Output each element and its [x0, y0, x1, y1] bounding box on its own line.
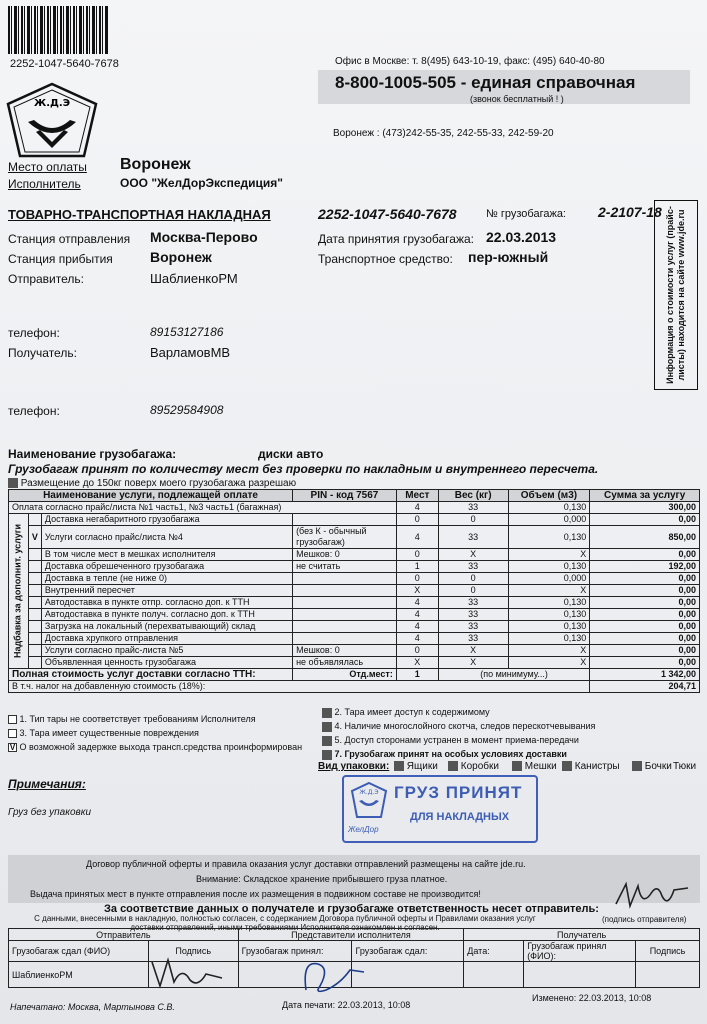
header-volume: Объем (м3) — [508, 490, 590, 502]
row-service-name: Доставка негабаритного грузобагажа — [41, 514, 292, 526]
transport-label: Транспортное средство: — [318, 252, 453, 266]
table-vat-row — [9, 681, 700, 693]
row-note — [293, 573, 397, 585]
hotline-number: 8-800-1005-505 - единая справочная — [335, 73, 636, 92]
executor-value: ООО "ЖелДорЭкспедиция" — [120, 176, 283, 190]
date-label: Дата принятия грузобагажа: — [318, 232, 474, 246]
condition-left-item — [8, 742, 302, 752]
row-places: X — [396, 657, 438, 669]
row-sum: 0,00 — [590, 573, 700, 585]
header-sum: Сумма за услугу — [590, 490, 700, 502]
total-label: Полная стоимость услуг доставки согласно ТТН: — [9, 669, 293, 681]
condition-text: 5. Доступ сторонами устранен в момент приема-передачи — [334, 735, 579, 745]
row-note — [293, 597, 397, 609]
stamp-caption: ЖелДор — [348, 825, 379, 834]
offer-line3: Выдача принятых мест в пункте отправления после их размещения в подвижном составе не производится! — [30, 889, 481, 899]
row-note — [293, 633, 397, 645]
placement-text: Размещение до 150кг поверх моего грузобагажа разрешаю — [20, 478, 297, 489]
row-volume: 0,130 — [508, 597, 590, 609]
side-label: Надбавка за дополнит. услуги — [12, 523, 23, 659]
payment-place-label: Место оплаты — [8, 160, 87, 174]
row-check[interactable] — [28, 573, 41, 585]
row-sum: 0,00 — [590, 514, 700, 526]
row-service-name: В том числе мест в мешках исполнителя — [41, 549, 292, 561]
condition-right-item — [322, 721, 595, 732]
condition-text: О возможной задержке выхода трансп.средства проинформирован — [19, 742, 303, 752]
condition-checkbox[interactable] — [8, 715, 17, 724]
row-note — [293, 585, 397, 597]
sender-phone: 89153127186 — [150, 325, 224, 339]
packing-bale[interactable]: Тюки — [673, 761, 697, 772]
row-weight: 33 — [438, 633, 508, 645]
services-table — [8, 489, 700, 693]
row-volume: 0,130 — [508, 621, 590, 633]
footer-printed: Напечатано: Москва, Мартынова С.В. — [10, 1002, 175, 1012]
table-row — [9, 514, 700, 526]
table-row — [9, 573, 700, 585]
side-label-cell — [9, 514, 29, 669]
row-check[interactable] — [28, 514, 41, 526]
row-service-name: Доставка обрешеченного грузобагажа — [41, 561, 292, 573]
table-row — [9, 585, 700, 597]
row-check[interactable] — [28, 633, 41, 645]
row-weight: 0 — [438, 514, 508, 526]
vat-sum: 204,71 — [590, 681, 700, 693]
row-check[interactable] — [28, 561, 41, 573]
row-weight: X — [438, 549, 508, 561]
table-row — [9, 549, 700, 561]
row-volume: 0,130 — [508, 561, 590, 573]
table-row — [9, 597, 700, 609]
arrival-label: Станция прибытия — [8, 252, 113, 266]
office-contacts: Офис в Москве: т. 8(495) 643-10-19, факс: (495) 640-40-80 — [335, 56, 605, 67]
cargo-number-value: 2-2107-18 — [598, 204, 662, 220]
total-sum: 1 342,00 — [590, 669, 700, 681]
row-sum: 0,00 — [590, 657, 700, 669]
header-service: Наименование услуги, подлежащей оплате — [9, 490, 293, 502]
condition-text: 2. Тара имеет доступ к содержимому — [334, 707, 490, 717]
row-sum: 0,00 — [590, 597, 700, 609]
sender-signature-note: (подпись отправителя) — [602, 915, 687, 924]
barcode — [8, 6, 108, 54]
cargo-number-label: № грузобагажа: — [486, 208, 566, 220]
table-header — [9, 490, 700, 502]
price-info-text: Информация о стоимости услуг (прайс-листы) находится на сайте www.jde.ru — [665, 206, 686, 384]
condition-text: 1. Тип тары не соответствует требованиям Исполнителя — [19, 714, 256, 724]
row-note: (без К - обычный грузобагаж) — [293, 526, 397, 549]
row-note — [293, 514, 397, 526]
packing-canister[interactable]: Канистры — [562, 761, 620, 772]
transport-value: пер-южный — [468, 249, 549, 265]
row-sum: 850,00 — [590, 526, 700, 549]
offer-line1: Договор публичной оферты и правила оказания услуг доставки отправлений размещены на сайте jde.ru. — [86, 859, 526, 869]
sig-handed-label: Грузобагаж сдал (ФИО) — [9, 941, 149, 962]
date-value: 22.03.2013 — [486, 229, 557, 245]
row-weight: 33 — [438, 561, 508, 573]
row-service-name: Доставка в тепле (не ниже 0) — [41, 573, 292, 585]
condition-text: 4. Наличие многослойного скотча, следов перескотчевывания — [334, 721, 596, 731]
sender-label: Отправитель: — [8, 272, 84, 286]
row-service-name: Услуги согласно прайс/листа №4 — [41, 526, 292, 549]
row-check[interactable] — [28, 621, 41, 633]
table-total-row — [9, 669, 700, 681]
header-weight: Вес (кг) — [438, 490, 508, 502]
departure-value: Москва-Перово — [150, 229, 258, 245]
row-check[interactable] — [28, 657, 41, 669]
responsibility-statement: За соответствие данных о получателе и грузобагаже ответственность несет отправитель: — [104, 903, 599, 915]
recipient-value: ВарламовМВ — [150, 345, 231, 360]
condition-checkbox[interactable] — [322, 708, 332, 718]
sig-recipient-header: Получатель — [464, 929, 700, 941]
row-note: не считать — [293, 561, 397, 573]
row-volume: X — [508, 657, 590, 669]
row-service-name: Автодоставка в пункте отпр. согласно доп. к ТТН — [41, 597, 292, 609]
recipient-label: Получатель: — [8, 346, 77, 360]
condition-checkbox[interactable] — [322, 736, 332, 746]
sig-sender-header: Отправитель — [9, 929, 239, 941]
row-note: не объявлялась — [293, 657, 397, 669]
executor-label: Исполнитель — [8, 177, 81, 191]
row-weight: 33 — [438, 621, 508, 633]
sig-executors-header: Представители исполнителя — [238, 929, 464, 941]
row-volume: 0,130 — [508, 633, 590, 645]
row-places: 0 — [396, 514, 438, 526]
cargo-name-value: диски авто — [258, 447, 324, 461]
row-service-name: Объявленная ценность грузобагажа — [41, 657, 292, 669]
row-weight: X — [438, 645, 508, 657]
payment-place-value: Воронеж — [120, 156, 191, 173]
condition-left-item — [8, 714, 256, 724]
table-row — [9, 633, 700, 645]
sender-value: ШаблиенкоРМ — [150, 271, 238, 286]
row-check[interactable] — [28, 645, 41, 657]
total-places-label: Отд.мест: — [293, 669, 397, 681]
row-sum: 0,00 — [590, 609, 700, 621]
notes-value: Груз без упаковки — [8, 807, 92, 818]
row-service-name: Доставка хрупкого отправления — [41, 633, 292, 645]
row-places: 0 — [396, 645, 438, 657]
row-weight: 0 — [438, 585, 508, 597]
row-check[interactable] — [28, 549, 41, 561]
recipient-phone-label: телефон: — [8, 404, 60, 418]
sender-signature-bottom — [148, 952, 228, 992]
row-volume: 0,130 — [508, 526, 590, 549]
sender-signature-top — [612, 878, 692, 914]
row-weight: 33 — [438, 526, 508, 549]
row-sum: 0,00 — [590, 621, 700, 633]
total-places: 1 — [396, 669, 438, 681]
row-places: 4 — [396, 526, 438, 549]
stamp-logo-icon — [350, 781, 388, 821]
row-check[interactable]: V — [28, 526, 41, 549]
sig-accepted-label: Грузобагаж принял: — [238, 941, 352, 962]
table-row — [9, 609, 700, 621]
row-service-name: Загрузка на локальный (перехватывающий) склад — [41, 621, 292, 633]
row-places: 1 — [396, 561, 438, 573]
sig-handed2-label: Грузобагаж сдал: — [352, 941, 464, 962]
cell-weight: 33 — [438, 502, 508, 514]
notes-label: Примечания: — [8, 777, 86, 791]
row-service-name: Автодоставка в пункте получ. согласно доп. к ТТН — [41, 609, 292, 621]
acceptance-stamp — [342, 775, 538, 843]
jde-logo — [6, 82, 98, 160]
header-pin: PIN - код 7567 — [293, 490, 397, 502]
row-check[interactable] — [28, 585, 41, 597]
table-row — [9, 657, 700, 669]
condition-text: 7. Грузобагаж принят на особых условиях доставки — [334, 749, 567, 759]
condition-checkbox[interactable] — [8, 729, 17, 738]
executor-signature — [300, 950, 370, 996]
svg-text:Ж.Д.Э: Ж.Д.Э — [33, 98, 71, 109]
row-weight: 0 — [438, 573, 508, 585]
sig-sender-name: ШаблиенкоРМ — [9, 962, 149, 988]
document-number: 2252-1047-5640-7678 — [318, 206, 457, 222]
acceptance-statement: Грузобагаж принят по количеству мест без проверки по накладным и внутреннего пересчета. — [8, 462, 599, 476]
cargo-name-label: Наименование грузобагажа: — [8, 447, 177, 461]
row-sum: 0,00 — [590, 645, 700, 657]
row-volume: X — [508, 549, 590, 561]
sig-accepted-fio-label: Грузобагаж принял (ФИО): — [524, 941, 636, 962]
table-row — [9, 645, 700, 657]
stamp-line2: ДЛЯ НАКЛАДНЫХ — [410, 811, 510, 823]
condition-checkbox[interactable] — [322, 722, 332, 732]
row-places: 0 — [396, 573, 438, 585]
recipient-phone: 89529584908 — [150, 403, 224, 417]
row-volume: X — [508, 585, 590, 597]
row-check[interactable] — [28, 597, 41, 609]
row-weight: X — [438, 657, 508, 669]
row-sum: 0,00 — [590, 585, 700, 597]
table-row-main — [9, 502, 700, 514]
row-weight: 33 — [438, 597, 508, 609]
footer-print-date: Дата печати: 22.03.2013, 10:08 — [282, 1000, 411, 1010]
document-title: ТОВАРНО-ТРАНСПОРТНАЯ НАКЛАДНАЯ — [8, 207, 271, 222]
condition-right-item — [322, 735, 579, 746]
row-places: 4 — [396, 597, 438, 609]
placement-checkbox[interactable] — [8, 478, 18, 488]
row-volume: X — [508, 645, 590, 657]
row-places: X — [396, 585, 438, 597]
table-row — [9, 621, 700, 633]
main-service-name: Оплата согласно прайс/листа №1 часть1, №3 часть1 (багажная) — [9, 502, 397, 514]
condition-checkbox[interactable]: V — [9, 743, 16, 753]
table-row — [9, 561, 700, 573]
condition-right-item — [322, 749, 567, 760]
placement-consent — [8, 478, 296, 489]
sig-sign-label-2: Подпись — [636, 941, 700, 962]
row-places: 4 — [396, 633, 438, 645]
sender-phone-label: телефон: — [8, 326, 60, 340]
cell-places: 4 — [396, 502, 438, 514]
row-note — [293, 609, 397, 621]
svg-text:Ж.Д.Э: Ж.Д.Э — [359, 789, 379, 796]
row-service-name: Внутренний пересчет — [41, 585, 292, 597]
row-volume: 0,000 — [508, 514, 590, 526]
row-sum: 0,00 — [590, 549, 700, 561]
packing-barrel[interactable]: Бочки — [632, 761, 672, 772]
condition-left-item — [8, 728, 199, 738]
sig-date-label: Дата: — [464, 941, 524, 962]
table-row — [9, 526, 700, 549]
departure-label: Станция отправления — [8, 232, 131, 246]
row-sum: 0,00 — [590, 633, 700, 645]
packing-box[interactable]: Ящики — [394, 761, 438, 772]
header-places: Мест — [396, 490, 438, 502]
packing-carton[interactable]: Коробки — [448, 761, 499, 772]
row-note: Мешков: 0 — [293, 549, 397, 561]
packing-label: Вид упаковки: — [318, 761, 390, 772]
sig-sign-label: Подпись — [148, 941, 238, 962]
condition-right-item — [322, 707, 490, 718]
packing-bag[interactable]: Мешки — [512, 761, 557, 772]
row-sum: 192,00 — [590, 561, 700, 573]
offer-line2: Внимание: Складское хранение прибывшего груза платное. — [196, 874, 448, 884]
row-service-name: Услуги согласно прайс-листа №5 — [41, 645, 292, 657]
hotline-note: (звонок бесплатный ! ) — [470, 94, 564, 104]
condition-text: 3. Тара имеет существенные повреждения — [19, 728, 199, 738]
consent-text: С данными, внесенными в накладную, полностью согласен, с содержанием Договора публичной оферты и Правилами оказания услуг доставки отправлений, иными требованиями Исполнителя ознакомлен и согласен. — [34, 914, 536, 932]
footer-changed: Изменено: 22.03.2013, 10:08 — [532, 993, 652, 1003]
stamp-line1: ГРУЗ ПРИНЯТ — [394, 783, 523, 802]
row-note — [293, 621, 397, 633]
row-note: Мешков: 0 — [293, 645, 397, 657]
row-volume: 0,130 — [508, 609, 590, 621]
row-check[interactable] — [28, 609, 41, 621]
row-places: 4 — [396, 621, 438, 633]
row-weight: 33 — [438, 609, 508, 621]
vat-label: В т.ч. налог на добавленную стоимость (18%): — [9, 681, 590, 693]
row-places: 4 — [396, 609, 438, 621]
barcode-number: 2252-1047-5640-7678 — [10, 58, 119, 70]
total-minimum: (по минимуму...) — [438, 669, 590, 681]
condition-checkbox[interactable] — [322, 750, 332, 760]
cell-sum: 300,00 — [590, 502, 700, 514]
row-volume: 0,000 — [508, 573, 590, 585]
packing-types — [318, 761, 700, 775]
row-places: 0 — [396, 549, 438, 561]
voronezh-phones: Воронеж : (473)242-55-35, 242-55-33, 242-59-20 — [333, 128, 554, 139]
cell-volume: 0,130 — [508, 502, 590, 514]
arrival-value: Воронеж — [150, 249, 212, 265]
